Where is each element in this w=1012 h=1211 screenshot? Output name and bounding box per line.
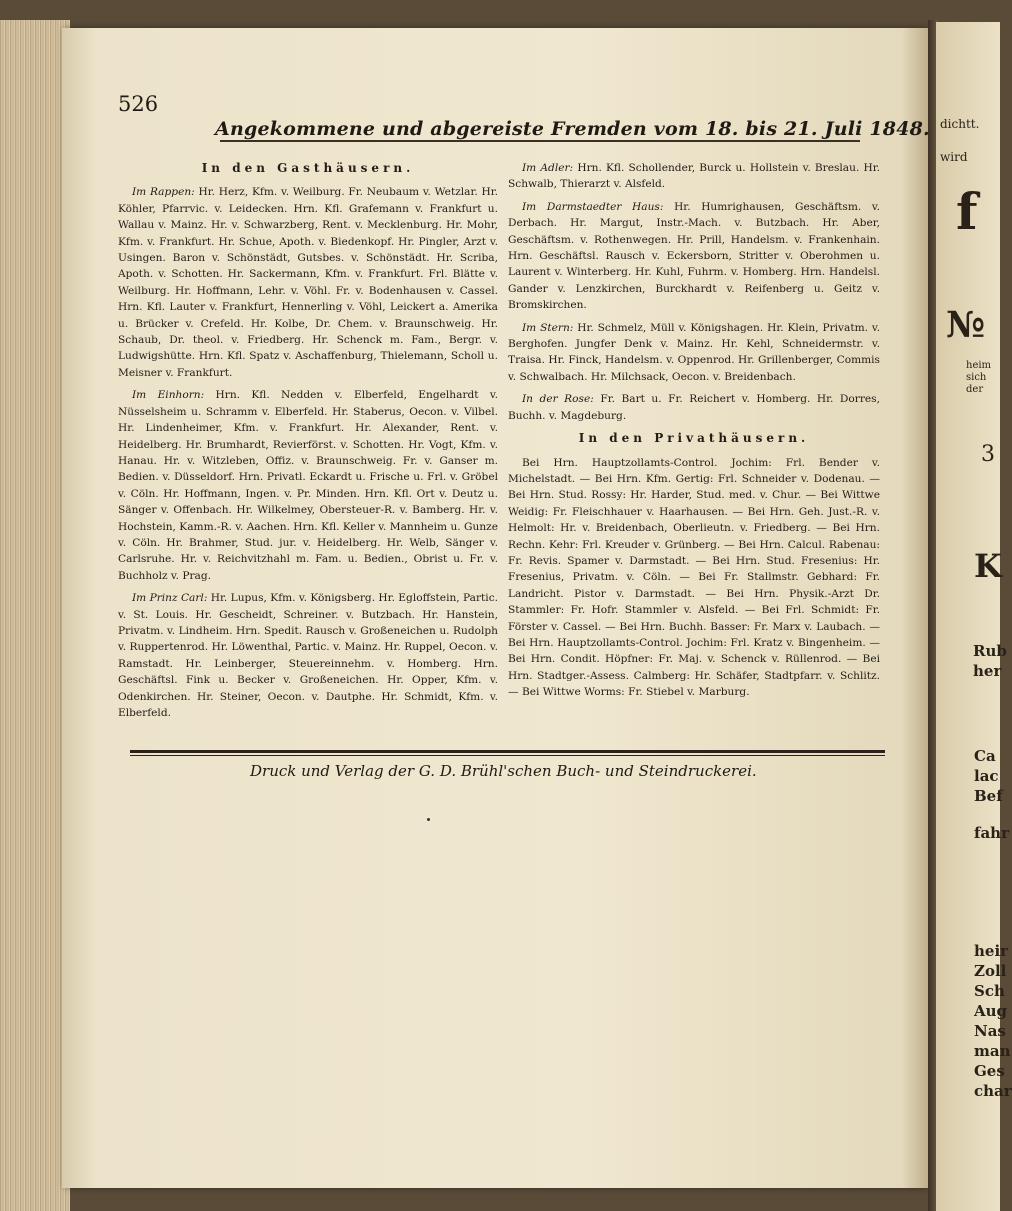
entry-paragraph xyxy=(508,199,880,314)
adjacent-text: 3 xyxy=(981,442,995,467)
adjacent-text: fahr xyxy=(974,824,1009,842)
adjacent-text: sich xyxy=(966,372,987,383)
section-heading: In den Gasthäusern. xyxy=(201,161,415,175)
place-label: Im Darmstaedter Haus: xyxy=(522,200,664,213)
adjacent-text: Rub xyxy=(973,642,1007,660)
entry-paragraph xyxy=(508,160,880,193)
book-edge xyxy=(0,20,70,1211)
entry-paragraph xyxy=(118,590,498,721)
place-label: Im Einhorn: xyxy=(132,389,205,402)
adjacent-text: Nas xyxy=(974,1022,1006,1040)
adjacent-text: lac xyxy=(974,767,999,785)
adjacent-text: Bef xyxy=(974,787,1003,805)
entry-paragraph xyxy=(118,387,498,584)
adjacent-page xyxy=(936,22,1012,1211)
adjacent-text: heim xyxy=(966,360,992,371)
footer-rule xyxy=(130,750,885,753)
adjacent-text: Sch xyxy=(974,982,1005,1000)
page-title: Angekommene und abgereiste Fremden vom 18. bis 21. Juli 1848. xyxy=(215,118,930,140)
left-column xyxy=(118,160,498,727)
adjacent-text: dichtt. xyxy=(940,117,980,131)
title-rule xyxy=(220,140,860,142)
right-column xyxy=(508,160,880,707)
entry-text: Fr. Bart u. Fr. Reichert v. Homberg. Hr. Dorres, Buchh. v. Magdeburg. xyxy=(508,393,880,422)
section-heading: In den Privathäusern. xyxy=(578,431,810,446)
entry-text: Hrn. Kfl. Schollender, Burck u. Hollstein v. Breslau. Hr. Schwalb, Thierarzt v. Alsfeld. xyxy=(508,162,880,191)
place-label: In der Rose: xyxy=(522,393,594,406)
entry-paragraph xyxy=(118,184,498,381)
printer-imprint: Druck und Verlag der G. D. Brühl'schen Buch- und Steindruckerei. xyxy=(250,762,757,780)
place-label: Im Adler: xyxy=(522,162,574,174)
place-label: Im Rappen: xyxy=(132,186,195,199)
adjacent-text: man xyxy=(974,1042,1011,1060)
adjacent-text: Aug xyxy=(974,1002,1008,1020)
adjacent-text: heir xyxy=(974,942,1009,960)
adjacent-text: der xyxy=(966,384,984,395)
ink-dot xyxy=(427,818,430,821)
entry-text: Hr. Humrighausen, Geschäftsm. v. Derbach. Hr. Margut, Instr.-Mach. v. Butzbach. Hr. Aber, Geschäftsm. v. Rothenwegen. Hr. Prill, Handelsm. v. Frankenhain. Hrn. Geschäftsl. Rausch v. Eckersborn, Stritter v. Oberohmen u. Laurent v. Winterberg. Hr. Kuhl, Fuhrm. v. Homberg. Hrn. Handelsl. Gander v. Lenzkirchen, Burckhardt v. Reifenberg u. Geitz v. Bromskirchen. xyxy=(508,200,880,312)
adjacent-text: Zoll xyxy=(974,962,1007,980)
place-label: Im Stern: xyxy=(522,321,574,334)
page-number: 526 xyxy=(118,92,159,116)
entry-text: Hr. Lupus, Kfm. v. Königsberg. Hr. Egloffstein, Partic. v. St. Louis. Hr. Gescheidt, Schreiner. v. Butzbach. Hr. Hanstein, Privatm. v. Lindheim. Hrn. Spedit. Rausch v. Großeneichen u. Rudolph v. Ruppertenrod. Hr. Löwenthal, Partic. v. Mainz. Hr. Ruppel, Oecon. v. Ramstadt. Hr. Leinberger, Steuereinnehm. v. Homberg. Hrn. Geschäftsl. Fink u. Becker v. Großeneichen. Hr. Opper, Kfm. v. Odenkirchen. Hr. Steiner, Oecon. v. Dautphe. Hr. Schmidt, Kfm. v. Elberfeld. xyxy=(118,592,498,719)
entry-paragraph xyxy=(508,455,880,701)
adjacent-text: K xyxy=(974,547,1002,585)
adjacent-text: wird xyxy=(940,150,968,164)
adjacent-text: Ca xyxy=(974,747,996,765)
entry-paragraph xyxy=(508,320,880,386)
entry-paragraph xyxy=(508,391,880,424)
adjacent-text: Ges xyxy=(974,1062,1005,1080)
place-label: Im Prinz Carl: xyxy=(132,592,208,605)
adjacent-text: f xyxy=(956,182,978,241)
adjacent-text: char xyxy=(974,1082,1012,1100)
adjacent-text: her xyxy=(973,662,1002,680)
adjacent-text: № xyxy=(946,304,986,346)
entry-text: Hr. Herz, Kfm. v. Weilburg. Fr. Neubaum v. Wetzlar. Hr. Köhler, Pfarrvic. v. Leidecken. Hrn. Kfl. Grafemann v. Frankfurt u. Wallau v. Mainz. Hr. v. Schwarzberg, Rent. v. Mecklenburg. Hr. Mohr, Kfm. v. Frankfurt. Hr. Schue, Apoth. v. Biedenkopf. Hr. Pingler, Arzt v. Usingen. Baron v. Schönstädt, Gutsbes. v. Schönstädt. Hr. Scriba, Apoth. v. Schotten. Hr. Sackermann, Kfm. v. Frankfurt. Frl. Blätte v. Weilburg. Hr. Hoffmann, Lehr. v. Vöhl. Fr. v. Bodenhausen v. Cassel. Hrn. Kfl. Lauter v. Frankfurt, Hennerling v. Vöhl, Leickert a. Amerika u. Brücker v. Crefeld. Hr. Kolbe, Dr. Chem. v. Braunschweig. Hr. Schaub, Dr. theol. v. Friedberg. Hr. Schenck m. Fam., Bergr. v. Ludwigshütte. Hrn. Kfl. Spatz v. Aschaffenburg, Thielemann, Scholl u. Meisner v. Frankfurt. xyxy=(118,186,499,379)
entry-text: Bei Hrn. Hauptzollamts-Control. Jochim: Frl. Bender v. Michelstadt. — Bei Hrn. Kfm. Gertig: Frl. Schneider v. Dodenau. — Bei Hrn. Stud. Rossy: Hr. Harder, Stud. med. v. Chur. — Bei Wittwe Weidig: Fr. Fleischhauer v. Haarhausen. — Bei Hrn. Geh. Just.-R. v. Helmolt: Hr. v. Breidenbach, Oberlieutn. v. Friedberg. — Bei Hrn. Rechn. Kehr: Frl. Kreuder v. Grünberg. — Bei Hrn. Calcul. Rabenau: Fr. Revis. Spamer v. Darmstadt. — Bei Hrn. Stud. Fresenius: Hr. Fresenius, Privatm. v. Cöln. — Bei Fr. Stallmstr. Gebhard: Fr. Landricht. Pistor v. Darmstadt. — Bei Hrn. Physik.-Arzt Dr. Stammler: Fr. Hofr. Stammler v. Alsfeld. — Bei Frl. Schmidt: Fr. Förster v. Cassel. — Bei Hrn. Buchh. Basser: Fr. Marx v. Laubach. — Bei Hrn. Hauptzollamts-Control. Jochim: Frl. Kratz v. Bingenheim. — Bei Hrn. Condit. Höpfner: Fr. Maj. v. Schenck v. Rüllenrod. — Bei Hrn. Stadtger.-Assess. Calmberg: Hr. Schäfer, Stadtpfarr. v. Schlitz. — Bei Wittwe Worms: Fr. Stiebel v. Marburg. xyxy=(508,456,880,699)
entry-text: Hrn. Kfl. Nedden v. Elberfeld, Engelhardt v. Nüsselsheim u. Schramm v. Elberfeld. Hr. Staberus, Oecon. v. Vilbel. Hr. Lindenheimer, Kfm. v. Frankfurt. Hr. Alexander, Rent. v. Heidelberg. Hr. Brumhardt, Revierförst. v. Schotten. Hr. Vogt, Kfm. v. Hanau. Hr. v. Witzleben, Offiz. v. Braunschweig. Fr. v. Ganser m. Bedien. v. Düsseldorf. Hrn. Privatl. Eckardt u. Frische u. Frl. v. Gröbel v. Cöln. Hr. Hoffmann, Ingen. v. Pr. Minden. Hrn. Kfl. Ort v. Deutz u. Sänger v. Offenbach. Hr. Wilkelmey, Obersteuer-R. v. Bamberg. Hr. v. Hochstein, Kamm.-R. v. Aachen. Hrn. Kfl. Keller v. Mannheim u. Gunze v. Cöln. Hr. Brahmer, Stud. jur. v. Heidelberg. Hr. Welb, Sänger v. Carlsruhe. Hr. v. Reichvitzhahl m. Fam. u. Bedien., Obrist u. Fr. v. Buchholz v. Prag. xyxy=(118,389,498,582)
footer-rule-thin xyxy=(130,755,885,756)
entry-text: Hr. Schmelz, Müll v. Königshagen. Hr. Klein, Privatm. v. Berghofen. Jungfer Denk v. Mainz. Hr. Kehl, Schneidermstr. v. Traisa. Hr. Finck, Handelsm. v. Oppenrod. Hr. Grillenberger, Commis v. Schwalbach. Hr. Milchsack, Oecon. v. Breidenbach. xyxy=(508,321,880,383)
